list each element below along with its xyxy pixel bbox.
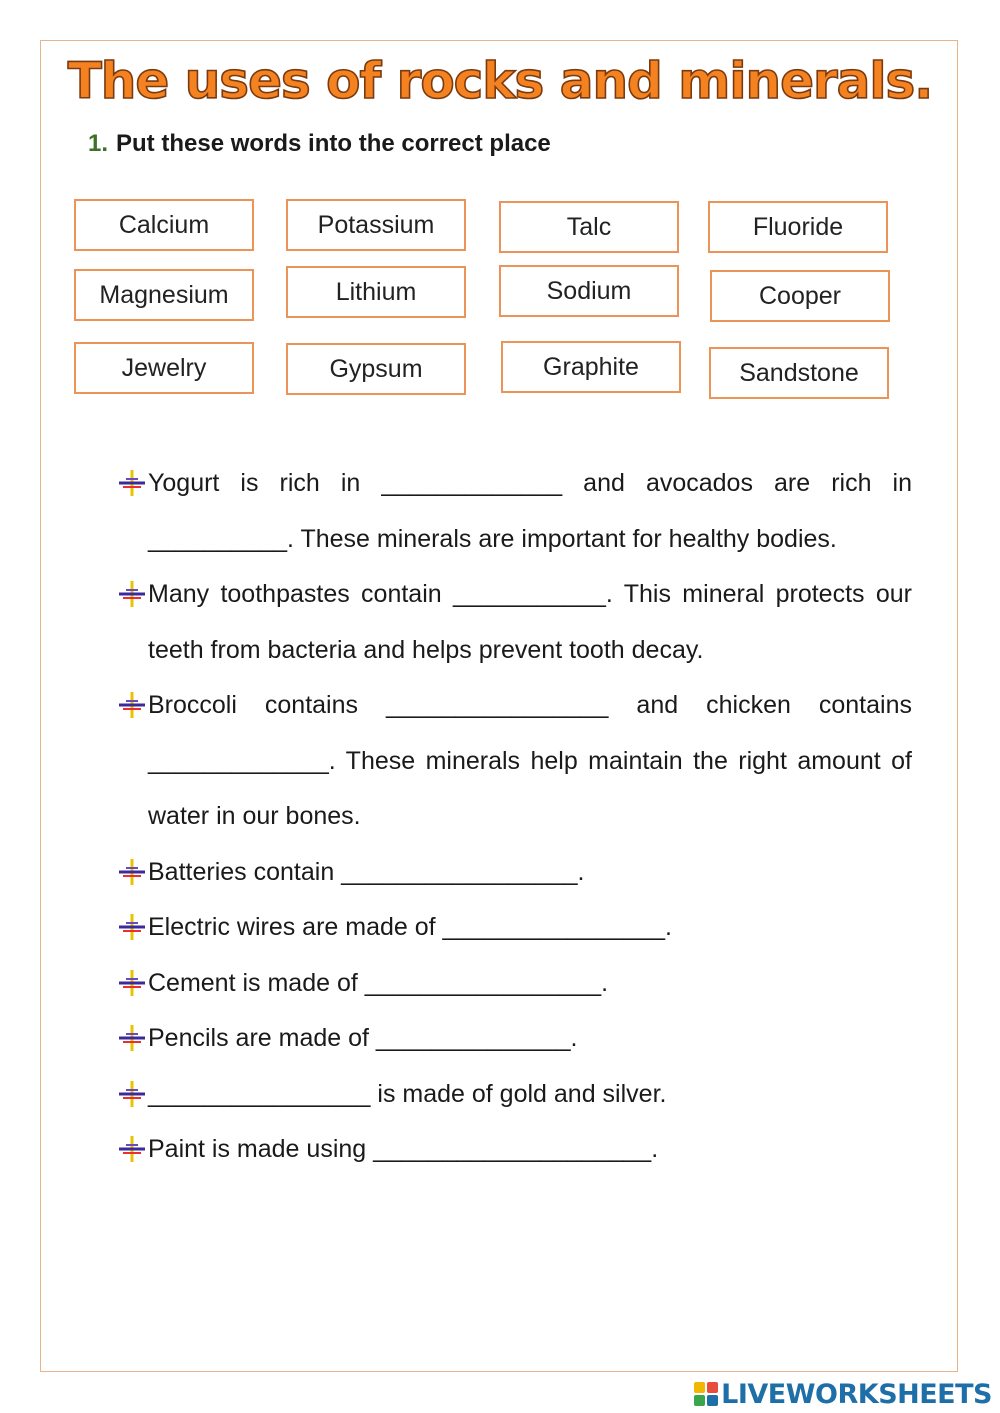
sentence-text: ________________ is made of gold and silver.: [148, 1079, 667, 1108]
word-box-sodium[interactable]: Sodium: [499, 265, 679, 317]
list-item: [118, 1122, 912, 1178]
sentence-text: Many toothpastes contain ___________. This mineral protects our teeth from bacteria and helps prevent tooth decay.: [148, 580, 912, 664]
list-item: [118, 678, 912, 845]
word-box-fluoride[interactable]: Fluoride: [708, 201, 888, 253]
arrow-bullet-icon: [118, 692, 146, 718]
arrow-bullet-icon: [118, 914, 146, 940]
worksheet-title: The uses of rocks and minerals.: [67, 52, 933, 110]
arrow-bullet-icon: [118, 470, 146, 496]
word-box-jewelry[interactable]: Jewelry: [74, 342, 254, 394]
liveworksheets-logo: [694, 1379, 992, 1409]
sentence-text: Paint is made using ____________________.: [148, 1135, 659, 1163]
word-box-potassium[interactable]: Potassium: [286, 199, 466, 251]
word-box-lithium[interactable]: Lithium: [286, 266, 466, 318]
word-box-graphite[interactable]: Graphite: [501, 341, 681, 393]
list-item: [118, 456, 912, 567]
list-item: [118, 956, 912, 1012]
word-box-calcium[interactable]: Calcium: [74, 199, 254, 251]
arrow-bullet-icon: [118, 1025, 146, 1051]
instruction: [88, 130, 551, 158]
sentence-list: [118, 456, 912, 1178]
brand-name: LIVEWORKSHEETS: [721, 1378, 992, 1410]
sentence-text: Batteries contain _________________.: [148, 857, 585, 886]
arrow-bullet-icon: [118, 1136, 146, 1162]
word-box-gypsum[interactable]: Gypsum: [286, 343, 466, 395]
logo-mark-icon: [694, 1382, 718, 1406]
list-item: [118, 900, 912, 956]
list-item: [118, 567, 912, 678]
word-box-sandstone[interactable]: Sandstone: [709, 347, 889, 399]
list-item: [118, 845, 912, 901]
arrow-bullet-icon: [118, 970, 146, 996]
sentence-text: Cement is made of _________________.: [148, 968, 609, 997]
arrow-bullet-icon: [118, 1081, 146, 1107]
word-box-magnesium[interactable]: Magnesium: [74, 269, 254, 321]
instruction-text: Put these words into the correct place: [116, 130, 551, 157]
sentence-text: Broccoli contains ________________ and chicken contains _____________. These minerals help maintain the right amount of water in our bones.: [148, 691, 912, 830]
word-box-talc[interactable]: Talc: [499, 201, 679, 253]
instruction-number: 1.: [88, 130, 109, 157]
word-box-cooper[interactable]: Cooper: [710, 270, 890, 322]
arrow-bullet-icon: [118, 859, 146, 885]
list-item: [118, 1067, 912, 1123]
list-item: [118, 1011, 912, 1067]
arrow-bullet-icon: [118, 581, 146, 607]
sentence-text: Electric wires are made of ________________.: [148, 913, 672, 941]
sentence-text: Pencils are made of ______________.: [148, 1024, 578, 1052]
sentence-text: Yogurt is rich in _____________ and avocados are rich in __________. These minerals are important for healthy bodies.: [148, 469, 912, 553]
